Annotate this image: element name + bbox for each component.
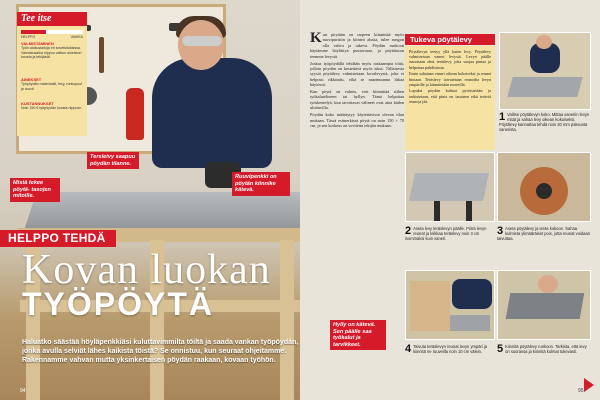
info-heading: AINEKSET — [21, 77, 42, 82]
headline-line-2: TYÖPÖYTÄ — [22, 286, 215, 322]
howto-intro — [405, 46, 495, 150]
lead-paragraph: Haluatko säästää höyläpenkkiäsi kuluttavimmilta töiltä ja saada vankan työpöydän, jonka avulla selviät lähes kaikista töistä? Se onnistuu, kun seuraat ohjeitamme. Rakennamme vahvan mutta yksinkertaisen pöydän raakaan, kovaan työhön. — [22, 339, 299, 364]
kicker-label: HELPPO TEHDÄ — [0, 230, 116, 247]
drop-cap: K — [310, 30, 322, 46]
grinder-hub — [536, 183, 552, 199]
step-photo-5 — [497, 270, 591, 340]
callout-vise: Ruuvipenkki on pöytän kiinnike kätevä. — [232, 172, 290, 196]
step-description: Valitse pöytälevyn koko. Mittaa vaneriin levyn mitat ja sahaa levy oikean kokoiseksi. Pöytälevy kannattaa tehdä noin 20 mm paksusta vanerista. — [499, 112, 590, 133]
step-2-text — [405, 226, 495, 241]
sawhorse-leg — [434, 201, 440, 222]
step-number: 5 — [497, 343, 504, 355]
step-photo-4 — [405, 270, 495, 340]
article-paragraph: Joskus työpöydällä tehdään myös raskaampia töitä, jolloin pöydän on kestettävä myös iskut. Tällaisesta syystä pöytälevy valmistetaan kovalevystä, joka ei helposti rikkoudu, eikä se naarmuunnu liikaa käytössä. — [310, 60, 404, 88]
callout-sheet: Tersleivy saapuu pöydän tilanne. — [87, 152, 139, 169]
step-5-text — [497, 344, 591, 354]
worker-figure — [452, 279, 492, 309]
page-number-right: 95 — [578, 388, 584, 394]
diy-info-box — [17, 12, 87, 136]
fire-extinguisher — [126, 88, 144, 140]
finished-table-top — [506, 293, 585, 319]
howto-paragraph: Pöytälevyn teetyy yllä kuten levy. Pöytälevy valmistetaan vaneri levystä. Levyn päälle ruuvataan ohut teräslevy, joka suojaa pintaa ja helpottaa puhdistusta. — [409, 49, 491, 70]
info-block-costs — [21, 102, 83, 111]
worker-head — [536, 35, 552, 49]
step-photo-3 — [497, 152, 591, 222]
step-number: 4 — [405, 343, 412, 355]
step-number: 3 — [497, 225, 504, 237]
callout-shelf: Hylly on kätevä. Sen päälle saa työkalut ja tarvikkeet. — [330, 320, 386, 350]
difficulty-scale — [21, 30, 83, 34]
difficulty-scale-labels — [21, 35, 83, 39]
info-heading: VALMISTAMINEN — [21, 41, 54, 46]
next-page-arrow-icon — [584, 378, 594, 392]
step-description: Aseta pöytälevy ja teräs kokoon. Sahaa kulmista ylimääräiset pois, jotta reunat voidaan taivuttaa. — [497, 226, 590, 242]
wooden-frame — [410, 281, 450, 331]
step-4-text — [405, 344, 495, 354]
safety-goggles — [182, 36, 222, 46]
step-number: 2 — [405, 225, 412, 237]
step-1-text — [499, 112, 591, 132]
callout-measurements: Mistä tekee pöytä- tasojen mitoille. — [10, 178, 60, 202]
step-number: 1 — [499, 111, 506, 123]
sawhorse-leg — [466, 201, 472, 222]
scale-left-label: HELPPO — [21, 35, 36, 39]
info-block-making — [21, 42, 83, 60]
info-text: Työn aloitustaitoja eri sovellutuksissa. Valmistusaika riippuu valitun aineiston koosta ja tekijästä. — [21, 46, 82, 60]
info-text: Noin 150 € työpöydän koosta riippuen. — [21, 106, 83, 111]
howto-paragraph: Lopuksi pöydän kulmat pyöristetään ja tarkistetaan, että pinta on tasainen eikä teräviä reunoja jää. — [409, 88, 491, 104]
howto-title: Tukeva pöytälevy — [405, 34, 495, 45]
worker-head — [538, 275, 558, 293]
sheet-metal — [507, 77, 582, 97]
step-description: Kiinnitä pöytälevy runkoon. Tarkista, että levy on suorassa ja kiinnitä kulmat tukevasti. — [505, 344, 587, 355]
saw-tool — [99, 37, 104, 73]
info-text: Työpöydän materiaalit, levy, runkopuut ja ruuvit. — [21, 82, 83, 91]
step-3-text — [497, 226, 591, 241]
article-paragraph: Pöydän koko määräytyy käytettävissä olevan tilan mukaan. Tässä esimerkissä pöytä on noin 150 × 70 cm, ja sen korkeus on sovitettu tekijän mukaan. — [310, 112, 404, 128]
article-paragraph: un pöytään on tarpeen kiinnittää myös ruuvipuristin ja kiinteä alusta, tulee rungon olla vahva ja tukeva. Pöydän runkoon käytämme höylättyä puutavaraa, ja pöytätason teemme levystä. — [310, 32, 404, 59]
page-number-left: 94 — [20, 388, 26, 394]
step-photo-1 — [499, 32, 591, 110]
info-block-materials — [21, 78, 83, 91]
sheet-metal — [409, 173, 489, 201]
sheet-metal — [450, 315, 490, 331]
howto-paragraph: Ensin sahataan vaneri oikean kokoiseksi ja reunat hiotaan. Teräslevy taivutetaan reunoilta levyn ympärille ja kiinnitetään ruuveilla. — [409, 71, 491, 87]
headline-line-1: Kovan luokan — [22, 247, 271, 293]
article-paragraph: Kun pöytä on valmis, voit kiinnittää siihen työkalutelineen tai hyllyn. Tämä helpottaa työskentelyä, kun tarvittavat välineet ovat aina käden ulottuvilla. — [310, 89, 404, 111]
step-description: Aseta levy teräslevyn päälle. Piirrä levyn reunat ja leikkaa teräslevy noin 3 cm isommaksi kuin vaneri. — [405, 226, 487, 242]
workbench-top — [24, 192, 300, 232]
step-description: Taivuta teräslevyn reunat levyn ympäri ja kiinnitä ne ruuveilla noin 10 cm välein. — [413, 344, 488, 355]
diy-box-title: Tee itse — [17, 12, 87, 26]
workbench-leg — [280, 240, 294, 400]
scale-right-label: VAIKEA — [70, 35, 83, 39]
person-shirt — [152, 58, 272, 168]
step-photo-2 — [405, 152, 495, 222]
info-heading: KUSTANNUKSET — [21, 101, 54, 106]
article-body — [310, 32, 404, 130]
